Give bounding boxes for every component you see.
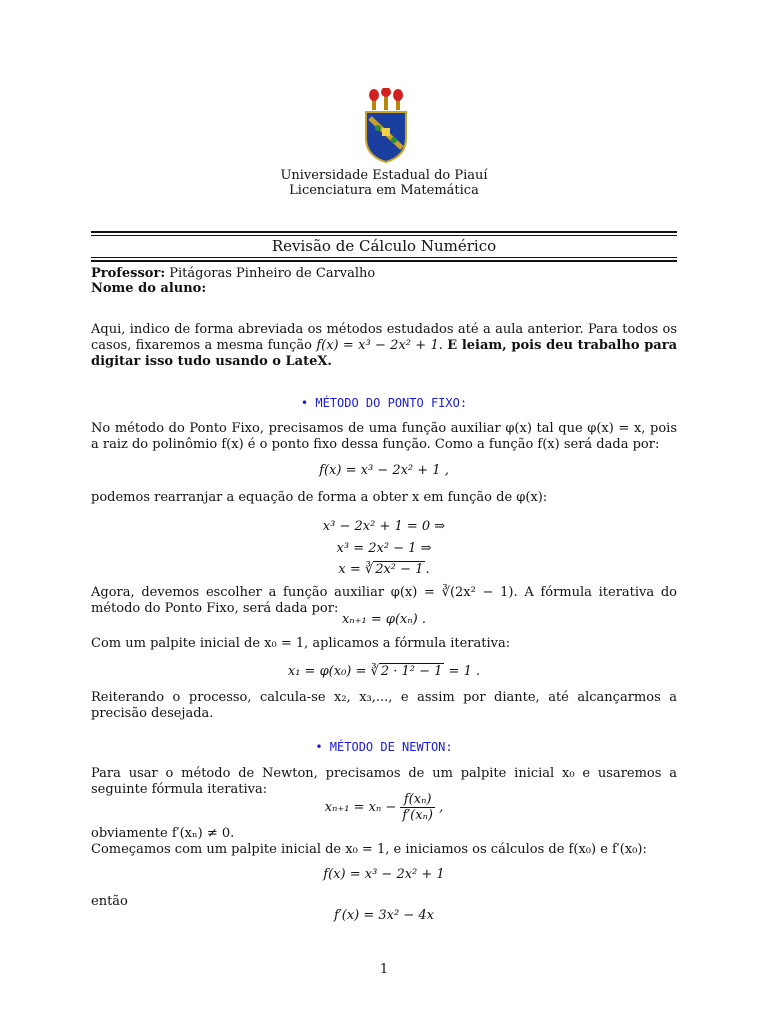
newton-equation-1 [0,792,768,823]
pf-eq2c-end: . [425,562,430,577]
newton-paragraph-4: então [91,894,128,909]
page-title: Revisão de Cálculo Numérico [271,237,497,255]
newton-fraction-denominator: f′(xₙ) [402,808,433,823]
pf-equation-3: xₙ₊₁ = φ(xₙ) . [342,612,426,627]
section-heading-newton: • MÉTODO DE NEWTON: [315,740,453,754]
title-rule-bottom-1 [91,257,677,258]
newton-fraction-numerator: f(xₙ) [400,792,435,808]
pf-paragraph-3: Agora, devemos escolher a função auxiliar φ(x) = ∛(2x² − 1). A fórmula iterativa do método do Ponto Fixo, será dada por: [91,585,677,616]
pf-eq2c-radicand: 2x² − 1 [375,562,424,577]
university-crest-icon [358,88,414,164]
pf-eq4-end: = 1 . [444,664,481,679]
newton-fraction [400,792,435,823]
professor-line [91,266,375,281]
newton-eq1-left: xₙ₊₁ = xₙ − [324,800,397,815]
pf-eq4-left: x₁ = φ(x₀) = ∛ [287,664,379,679]
pf-eq4-radicand: 2 · 1² − 1 [380,664,443,679]
university-name: Universidade Estadual do Piauí [280,168,488,183]
newton-equation-3: f′(x) = 3x² − 4x [334,908,434,923]
newton-paragraph-2: obviamente f′(xₙ) ≠ 0. [91,826,235,841]
professor-label: Professor: [91,266,166,281]
pf-equation-2a: x³ − 2x² + 1 = 0 ⇒ [322,519,446,534]
pf-equation-2c [0,562,768,577]
course-name: Licenciatura em Matemática [289,183,479,198]
newton-paragraph-3: Começamos com um palpite inicial de x₀ = 1, e iniciamos os cálculos de f(x₀) e f′(x₀): [91,842,647,857]
newton-paragraph-1: Para usar o método de Newton, precisamos de um palpite inicial x₀ e usaremos a seguinte fórmula iterativa: [91,766,677,797]
pf-equation-2b: x³ = 2x² − 1 ⇒ [336,541,432,556]
pf-equation-4 [0,664,768,679]
intro-text: Aqui, indico de forma abreviada os métodos estudados até a aula anterior. Para todos os casos, fixaremos a mesma função [91,322,677,353]
intro-formula: f(x) = x³ − 2x² + 1. [316,338,443,353]
pf-eq2c-left: x = ∛ [338,562,374,577]
pf-paragraph-5: Reiterando o processo, calcula-se x₂, x₃,..., e assim por diante, até alcançarmos a precisão desejada. [91,690,677,721]
newton-equation-2: f(x) = x³ − 2x² + 1 [323,867,445,882]
pf-equation-1: f(x) = x³ − 2x² + 1 , [319,463,449,478]
intro-bold: E leiam, pois deu trabalho para digitar isso tudo usando o LateX. [91,338,677,369]
pf-paragraph-2: podemos rearranjar a equação de forma a obter x em função de φ(x): [91,490,548,505]
intro-paragraph [91,322,677,370]
title-rule-bottom-2 [91,260,677,262]
newton-eq1-end: , [439,800,444,815]
pf-paragraph-4: Com um palpite inicial de x₀ = 1, aplicamos a fórmula iterativa: [91,636,511,651]
title-rule-top-2 [91,235,677,236]
professor-name: Pitágoras Pinheiro de Carvalho [169,266,376,281]
section-heading-ponto-fixo: • MÉTODO DO PONTO FIXO: [300,396,468,410]
page-number: 1 [379,962,389,977]
student-label: Nome do aluno: [91,281,207,296]
title-rule-top-1 [91,231,677,233]
pf-paragraph-1: No método do Ponto Fixo, precisamos de uma função auxiliar φ(x) tal que φ(x) = x, pois a raiz do polinômio f(x) é o ponto fixo dessa função. Como a função f(x) será dada por: [91,421,677,452]
